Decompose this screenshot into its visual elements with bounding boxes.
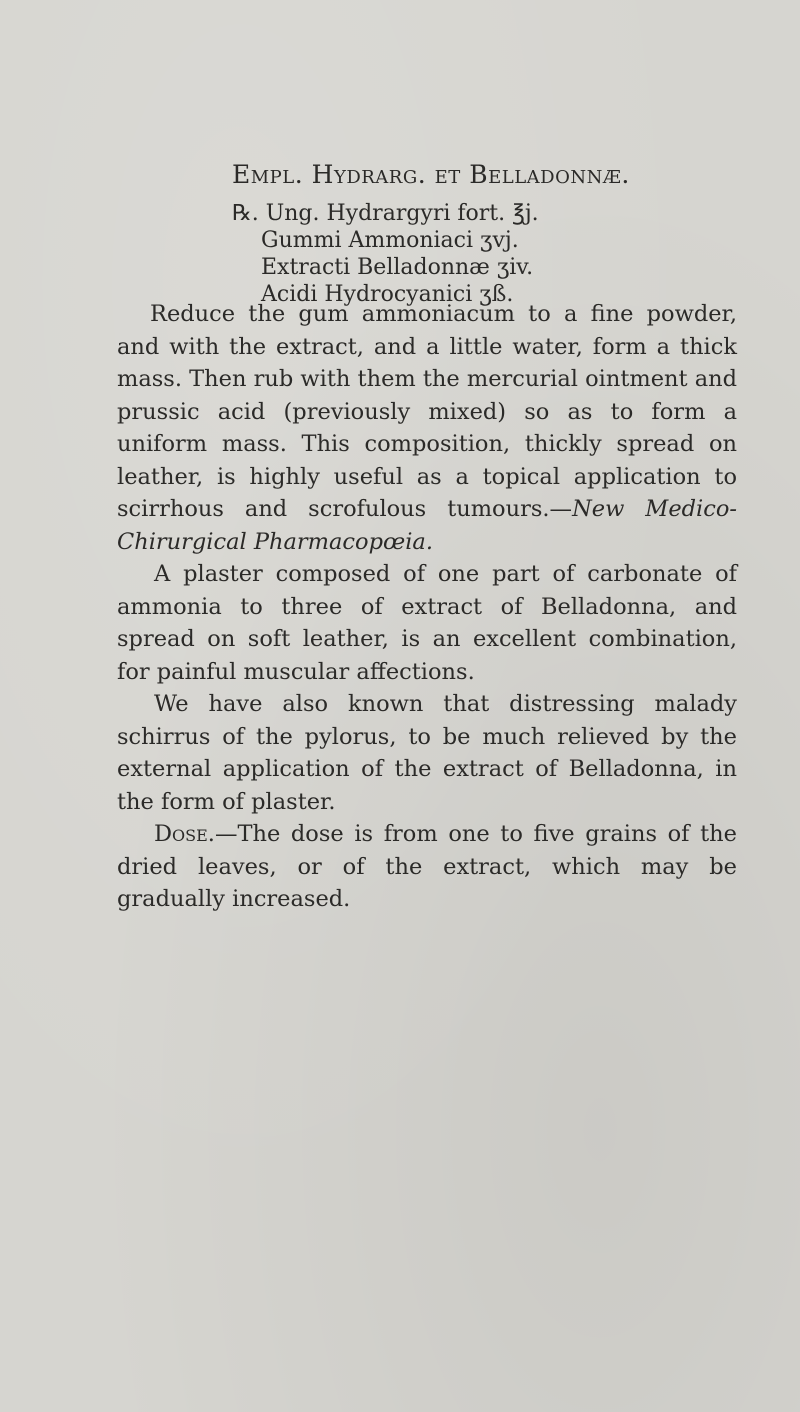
paragraph-text: Reduce the gum ammoniacum to a fine powder, and with the extract, and a little water, form a thick mass. Then rub with them the mercurial ointment and prussic acid (previously mixed) so as to form a uniform mass. This composition, thickly spread on leather, is highly useful as a topical application to scirrhous and scrofulous tumours.— — [117, 301, 738, 522]
paragraph-pylorus: We have also known that distressing malady schirrus of the pylorus, to be much relieved by the external application of the extract of Belladonna, in the form of plaster. — [117, 691, 737, 815]
prescription-line: ℞. Ung. Hydrargyri fort. ℥j. — [232, 201, 539, 226]
dose-text: —The dose is from one to five grains of the dried leaves, or of the extract, which may be gradually increased. — [117, 821, 737, 912]
dose-label: Dose. — [154, 821, 215, 847]
paragraph-plaster: A plaster composed of one part of carbonate of ammonia to three of extract of Belladonna, and spread on soft leather, is an excellent combination, for painful muscular affections. — [117, 561, 737, 685]
prescription-block — [232, 200, 539, 308]
heading-part-1: Empl. Hydrarg. et — [232, 160, 470, 189]
source-citation: New Medico-Chirurgical Pharmacopœia. — [117, 496, 737, 555]
heading-part-2: Belladonnæ. — [469, 160, 630, 189]
section-heading — [232, 160, 630, 189]
paragraph-preparation — [117, 298, 737, 558]
prescription-line: Extracti Belladonnæ ʒiv. — [261, 255, 534, 280]
prescription-line: Gummi Ammoniaci ʒvj. — [261, 228, 519, 253]
prescription-line: Acidi Hydrocyanici ʒß. — [261, 282, 514, 307]
paragraph-dose — [117, 818, 737, 916]
body-text — [117, 298, 737, 916]
